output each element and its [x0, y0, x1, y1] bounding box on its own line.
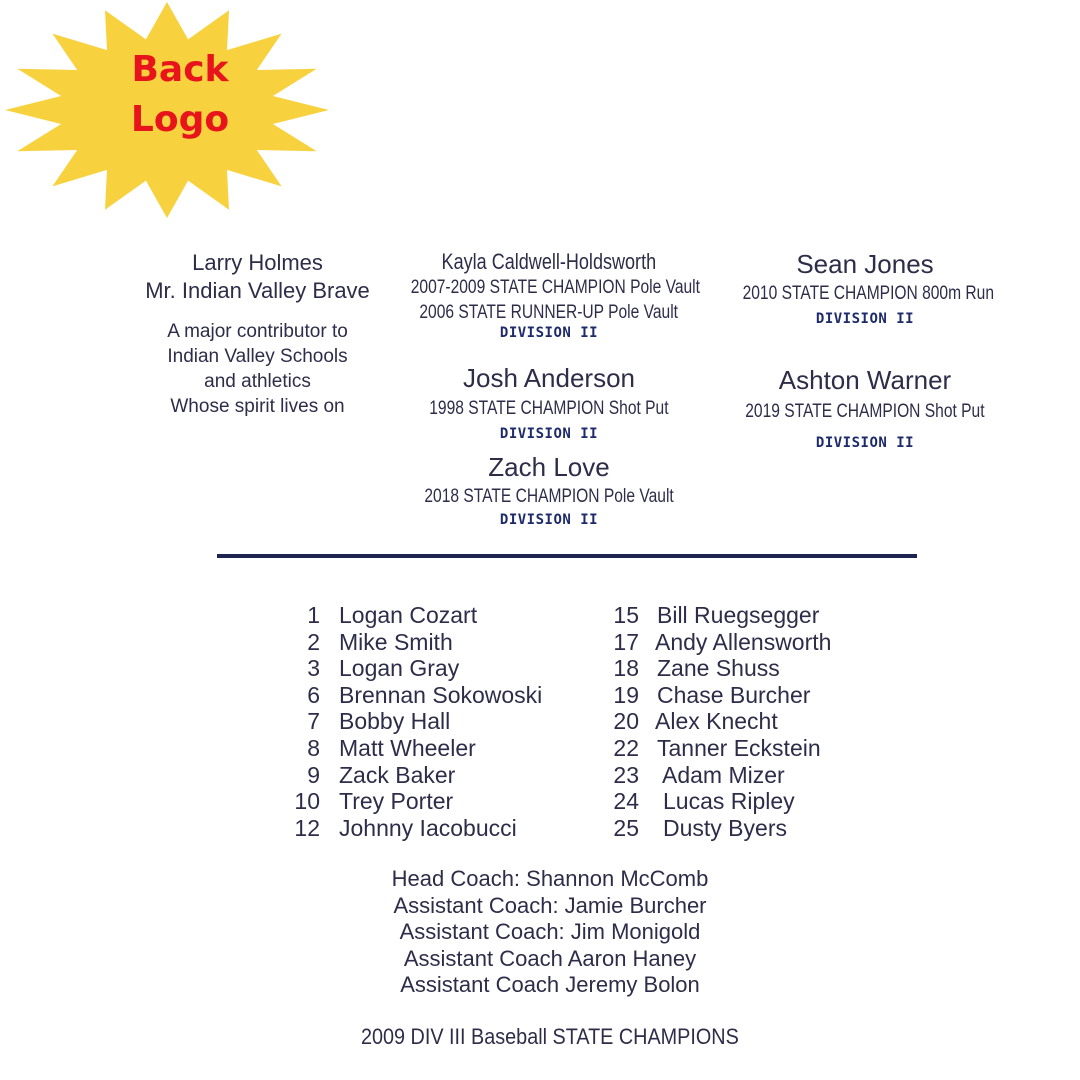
- roster-row: [290, 815, 590, 842]
- coach-line: Assistant Coach Aaron Haney: [403, 945, 697, 971]
- jersey-number: 18: [613, 655, 639, 682]
- champion-line: 2007-2009 STATE CHAMPION Pole Vault: [410, 277, 700, 298]
- honoree-desc-line: Whose spirit lives on: [170, 396, 345, 417]
- player-name: Logan Cozart: [339, 602, 478, 628]
- badge-line1: Back: [131, 49, 229, 90]
- champion-name: Kayla Caldwell-Holdsworth: [441, 249, 657, 274]
- player-name: Bobby Hall: [339, 708, 451, 735]
- jersey-number: 17: [613, 628, 639, 655]
- roster-row: [290, 629, 590, 656]
- player-name: Tanner Eckstein: [657, 734, 821, 761]
- jersey-number: 22: [613, 734, 639, 761]
- player-name: Lucas Ripley: [663, 788, 795, 815]
- jersey-number: 7: [307, 708, 320, 735]
- jersey-number: 24: [613, 788, 639, 815]
- honoree-description: [130, 319, 385, 419]
- player-name: Dusty Byers: [663, 814, 787, 841]
- division-label: DIVISION II: [815, 435, 915, 451]
- roster-row: [610, 655, 890, 682]
- division-label: DIVISION II: [499, 512, 599, 528]
- player-name: Adam Mizer: [662, 761, 785, 788]
- champion-josh: [379, 362, 719, 444]
- jersey-number: 23: [613, 761, 639, 788]
- roster-row: [610, 629, 890, 656]
- coach-line: Assistant Coach Jeremy Bolon: [400, 972, 700, 998]
- jersey-number: 2: [307, 628, 320, 655]
- player-name: Johnny Iacobucci: [339, 814, 517, 841]
- roster-row: [610, 682, 890, 709]
- jersey-number: 20: [613, 708, 639, 735]
- jersey-number: 15: [613, 602, 639, 628]
- player-name: Mike Smith: [339, 628, 453, 655]
- player-name: Trey Porter: [339, 788, 454, 815]
- champion-sean: [715, 248, 1015, 331]
- player-name: Chase Burcher: [657, 681, 811, 708]
- champion-line: 2010 STATE CHAMPION 800m Run: [742, 283, 994, 304]
- player-name: Bill Ruegsegger: [657, 602, 820, 628]
- jersey-number: 12: [294, 814, 320, 841]
- champion-kayla: [379, 249, 719, 342]
- division-label: DIVISION II: [499, 325, 599, 341]
- footer-caption: [250, 1022, 850, 1052]
- section-divider: [217, 554, 917, 558]
- coaching-staff: [300, 866, 800, 999]
- badge-label: [100, 45, 260, 145]
- roster-row: [610, 602, 890, 629]
- player-name: Matt Wheeler: [339, 734, 476, 761]
- roster-row: [290, 708, 590, 735]
- player-name: Andy Allensworth: [655, 628, 832, 655]
- champion-line: 2006 STATE RUNNER-UP Pole Vault: [419, 302, 679, 323]
- champion-name: Ashton Warner: [778, 365, 952, 395]
- roster-row: [610, 815, 890, 842]
- player-name: Logan Gray: [339, 655, 460, 682]
- roster-row: [290, 602, 590, 629]
- roster-row: [290, 735, 590, 762]
- honoree-desc-line: and athletics: [204, 371, 311, 392]
- champion-line: 2018 STATE CHAMPION Pole Vault: [424, 486, 674, 507]
- roster-right: [610, 602, 890, 841]
- jersey-number: 6: [307, 681, 320, 708]
- roster-row: [610, 762, 890, 789]
- roster-row: [610, 788, 890, 815]
- badge-line2: Logo: [130, 99, 230, 140]
- jersey-number: 10: [294, 788, 320, 815]
- honoree-block: [130, 249, 385, 419]
- jersey-number: 3: [307, 655, 320, 682]
- player-name: Alex Knecht: [655, 708, 778, 735]
- jersey-number: 9: [307, 761, 320, 788]
- champion-line: 2019 STATE CHAMPION Shot Put: [745, 401, 985, 422]
- jersey-number: 19: [613, 681, 639, 708]
- champion-ashton: [715, 364, 1015, 458]
- jersey-number: 25: [613, 814, 639, 841]
- roster-row: [610, 735, 890, 762]
- back-logo-badge: [5, 0, 330, 220]
- player-name: Zane Shuss: [657, 655, 780, 682]
- division-label: DIVISION II: [499, 426, 599, 442]
- jersey-number: 1: [307, 602, 320, 628]
- championship-title: 2009 DIV III Baseball STATE CHAMPIONS: [361, 1024, 739, 1049]
- coach-line: Head Coach: Shannon McComb: [391, 866, 709, 891]
- division-label: DIVISION II: [815, 311, 915, 327]
- roster-row: [610, 708, 890, 735]
- roster-row: [290, 682, 590, 709]
- honoree-desc-line: A major contributor to: [167, 321, 348, 342]
- coach-line: Assistant Coach: Jim Monigold: [399, 919, 701, 945]
- coach-line: Assistant Coach: Jamie Burcher: [393, 892, 707, 918]
- champion-line: 1998 STATE CHAMPION Shot Put: [429, 398, 669, 419]
- player-name: Zack Baker: [339, 761, 456, 788]
- champion-name: Zach Love: [488, 452, 610, 482]
- champion-zach: [379, 451, 719, 530]
- roster-row: [290, 762, 590, 789]
- champion-name: Sean Jones: [796, 249, 934, 279]
- roster-row: [290, 788, 590, 815]
- player-name: Brennan Sokowoski: [339, 681, 543, 708]
- honoree-title: Mr. Indian Valley Brave: [145, 278, 370, 303]
- champion-name: Josh Anderson: [462, 363, 635, 393]
- roster-row: [290, 655, 590, 682]
- roster-left: [290, 602, 590, 841]
- jersey-number: 8: [307, 734, 320, 761]
- honoree-name: Larry Holmes: [192, 250, 323, 275]
- honoree-desc-line: Indian Valley Schools: [167, 346, 348, 367]
